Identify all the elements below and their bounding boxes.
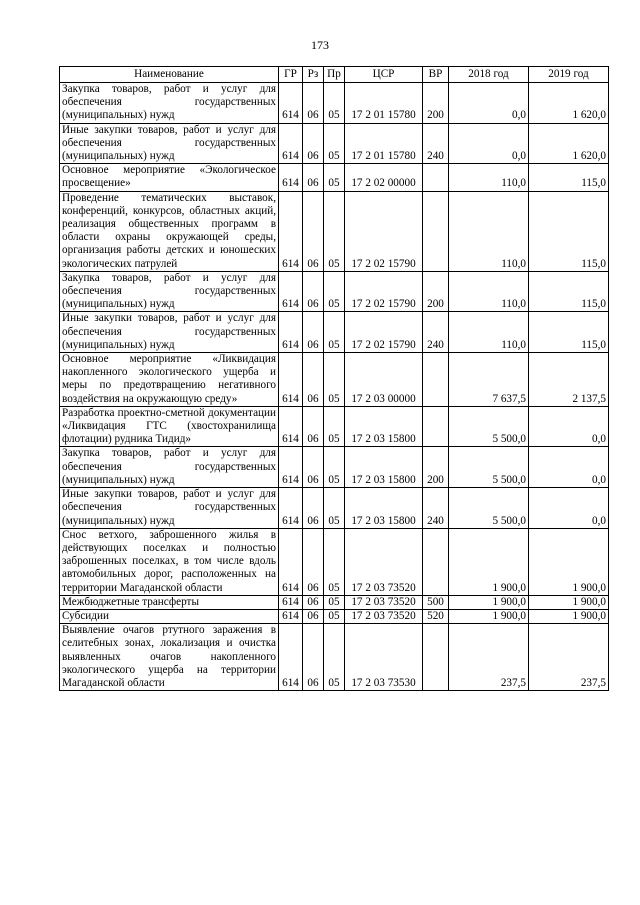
table-row — [60, 406, 609, 447]
table-row — [60, 271, 609, 312]
cell-vr: 200 — [423, 447, 449, 488]
cell-2018: 1 900,0 — [449, 595, 529, 609]
header-name: Наименование — [60, 67, 279, 83]
cell-gr: 614 — [279, 164, 303, 191]
cell-csr: 17 2 03 15800 — [345, 488, 423, 529]
cell-2018: 0,0 — [449, 83, 529, 124]
cell-pr: 05 — [324, 595, 345, 609]
cell-csr: 17 2 03 73530 — [345, 624, 423, 691]
header-vr: ВР — [423, 67, 449, 83]
cell-gr: 614 — [279, 528, 303, 595]
cell-2018: 237,5 — [449, 624, 529, 691]
cell-2019: 1 900,0 — [529, 609, 609, 623]
cell-csr: 17 2 03 00000 — [345, 353, 423, 407]
cell-vr: 240 — [423, 312, 449, 353]
table-row — [60, 609, 609, 623]
cell-vr: 240 — [423, 123, 449, 164]
cell-pr: 05 — [324, 406, 345, 447]
cell-vr — [423, 164, 449, 191]
cell-2018: 110,0 — [449, 271, 529, 312]
cell-csr: 17 2 03 73520 — [345, 609, 423, 623]
cell-gr: 614 — [279, 406, 303, 447]
table-row — [60, 123, 609, 164]
cell-name: Субсидии — [60, 609, 279, 623]
cell-2018: 1 900,0 — [449, 609, 529, 623]
cell-vr: 240 — [423, 488, 449, 529]
cell-gr: 614 — [279, 353, 303, 407]
cell-pr: 05 — [324, 123, 345, 164]
cell-csr: 17 2 02 15790 — [345, 271, 423, 312]
cell-name: Иные закупки товаров, работ и услуг для обеспечения государственных (муниципальных) нужд — [60, 488, 279, 529]
cell-2019: 1 900,0 — [529, 528, 609, 595]
table-row — [60, 353, 609, 407]
cell-gr: 614 — [279, 447, 303, 488]
cell-rz: 06 — [303, 609, 324, 623]
table-row — [60, 488, 609, 529]
cell-2018: 0,0 — [449, 123, 529, 164]
cell-pr: 05 — [324, 609, 345, 623]
cell-name: Иные закупки товаров, работ и услуг для обеспечения государственных (муниципальных) нужд — [60, 123, 279, 164]
table-row — [60, 595, 609, 609]
cell-name: Иные закупки товаров, работ и услуг для обеспечения государственных (муниципальных) нужд — [60, 312, 279, 353]
cell-name: Выявление очагов ртутного заражения в селитебных зонах, локализация и очистка выявленных очагов накопленного экологического ущерба на территории Магаданской области — [60, 624, 279, 691]
table-row — [60, 624, 609, 691]
cell-csr: 17 2 03 15800 — [345, 406, 423, 447]
table-header-row — [60, 67, 609, 83]
cell-rz: 06 — [303, 312, 324, 353]
cell-2019: 115,0 — [529, 271, 609, 312]
cell-2018: 1 900,0 — [449, 528, 529, 595]
cell-name: Межбюджетные трансферты — [60, 595, 279, 609]
table-row — [60, 312, 609, 353]
header-2019: 2019 год — [529, 67, 609, 83]
cell-name: Снос ветхого, заброшенного жилья в действующих поселках и полностью заброшенных поселках, в том числе вдоль автомобильных дорог, расположенных на территории Магаданской области — [60, 528, 279, 595]
cell-2019: 2 137,5 — [529, 353, 609, 407]
cell-csr: 17 2 01 15780 — [345, 123, 423, 164]
cell-rz: 06 — [303, 406, 324, 447]
cell-vr — [423, 191, 449, 271]
table-row — [60, 528, 609, 595]
cell-vr — [423, 353, 449, 407]
cell-csr: 17 2 03 15800 — [345, 447, 423, 488]
header-pr: Пр — [324, 67, 345, 83]
cell-rz: 06 — [303, 353, 324, 407]
cell-gr: 614 — [279, 271, 303, 312]
cell-csr: 17 2 02 15790 — [345, 312, 423, 353]
cell-vr: 520 — [423, 609, 449, 623]
cell-gr: 614 — [279, 191, 303, 271]
cell-name: Основное мероприятие «Ликвидация накопленного экологического ущерба и меры по предотвращению негативного воздействия на окружающую среду» — [60, 353, 279, 407]
cell-2019: 1 620,0 — [529, 83, 609, 124]
page-number: 173 — [311, 38, 329, 52]
cell-2018: 110,0 — [449, 164, 529, 191]
cell-gr: 614 — [279, 488, 303, 529]
cell-rz: 06 — [303, 488, 324, 529]
cell-name: Разработка проектно-сметной документации «Ликвидация ГТС (хвостохранилища флотации) рудника Тидид» — [60, 406, 279, 447]
cell-csr: 17 2 01 15780 — [345, 83, 423, 124]
table-row — [60, 447, 609, 488]
cell-2019: 0,0 — [529, 406, 609, 447]
cell-vr: 200 — [423, 83, 449, 124]
cell-pr: 05 — [324, 191, 345, 271]
cell-2018: 5 500,0 — [449, 447, 529, 488]
cell-rz: 06 — [303, 447, 324, 488]
cell-pr: 05 — [324, 312, 345, 353]
cell-rz: 06 — [303, 164, 324, 191]
cell-vr — [423, 624, 449, 691]
cell-2019: 0,0 — [529, 488, 609, 529]
cell-vr — [423, 406, 449, 447]
table-row — [60, 83, 609, 124]
cell-2019: 1 900,0 — [529, 595, 609, 609]
cell-gr: 614 — [279, 609, 303, 623]
budget-table — [59, 66, 609, 691]
cell-gr: 614 — [279, 624, 303, 691]
cell-name: Проведение тематических выставок, конференций, конкурсов, областных акций, реализация общественных программ в области охраны окружающей среды, организация работы детских и юношеских экологических патрулей — [60, 191, 279, 271]
cell-gr: 614 — [279, 312, 303, 353]
cell-2018: 5 500,0 — [449, 488, 529, 529]
cell-name: Основное мероприятие «Экологическое просвещение» — [60, 164, 279, 191]
cell-name: Закупка товаров, работ и услуг для обеспечения государственных (муниципальных) нужд — [60, 83, 279, 124]
cell-2019: 115,0 — [529, 191, 609, 271]
cell-2018: 110,0 — [449, 191, 529, 271]
header-2018: 2018 год — [449, 67, 529, 83]
cell-2019: 115,0 — [529, 312, 609, 353]
cell-pr: 05 — [324, 624, 345, 691]
cell-csr: 17 2 02 00000 — [345, 164, 423, 191]
cell-2018: 110,0 — [449, 312, 529, 353]
cell-gr: 614 — [279, 83, 303, 124]
cell-csr: 17 2 02 15790 — [345, 191, 423, 271]
table-row — [60, 164, 609, 191]
cell-pr: 05 — [324, 83, 345, 124]
header-gr: ГР — [279, 67, 303, 83]
cell-pr: 05 — [324, 488, 345, 529]
cell-2019: 115,0 — [529, 164, 609, 191]
cell-rz: 06 — [303, 123, 324, 164]
cell-rz: 06 — [303, 83, 324, 124]
cell-rz: 06 — [303, 595, 324, 609]
cell-pr: 05 — [324, 164, 345, 191]
cell-2019: 0,0 — [529, 447, 609, 488]
cell-vr — [423, 528, 449, 595]
cell-2019: 1 620,0 — [529, 123, 609, 164]
cell-csr: 17 2 03 73520 — [345, 595, 423, 609]
cell-rz: 06 — [303, 191, 324, 271]
cell-name: Закупка товаров, работ и услуг для обеспечения государственных (муниципальных) нужд — [60, 447, 279, 488]
cell-2019: 237,5 — [529, 624, 609, 691]
cell-pr: 05 — [324, 447, 345, 488]
cell-vr: 500 — [423, 595, 449, 609]
cell-2018: 7 637,5 — [449, 353, 529, 407]
header-rz: Рз — [303, 67, 324, 83]
cell-2018: 5 500,0 — [449, 406, 529, 447]
cell-pr: 05 — [324, 271, 345, 312]
cell-name: Закупка товаров, работ и услуг для обеспечения государственных (муниципальных) нужд — [60, 271, 279, 312]
cell-pr: 05 — [324, 353, 345, 407]
cell-csr: 17 2 03 73520 — [345, 528, 423, 595]
cell-gr: 614 — [279, 123, 303, 164]
cell-rz: 06 — [303, 271, 324, 312]
cell-vr: 200 — [423, 271, 449, 312]
cell-rz: 06 — [303, 528, 324, 595]
cell-pr: 05 — [324, 528, 345, 595]
header-csr: ЦСР — [345, 67, 423, 83]
table-row — [60, 191, 609, 271]
cell-gr: 614 — [279, 595, 303, 609]
cell-rz: 06 — [303, 624, 324, 691]
